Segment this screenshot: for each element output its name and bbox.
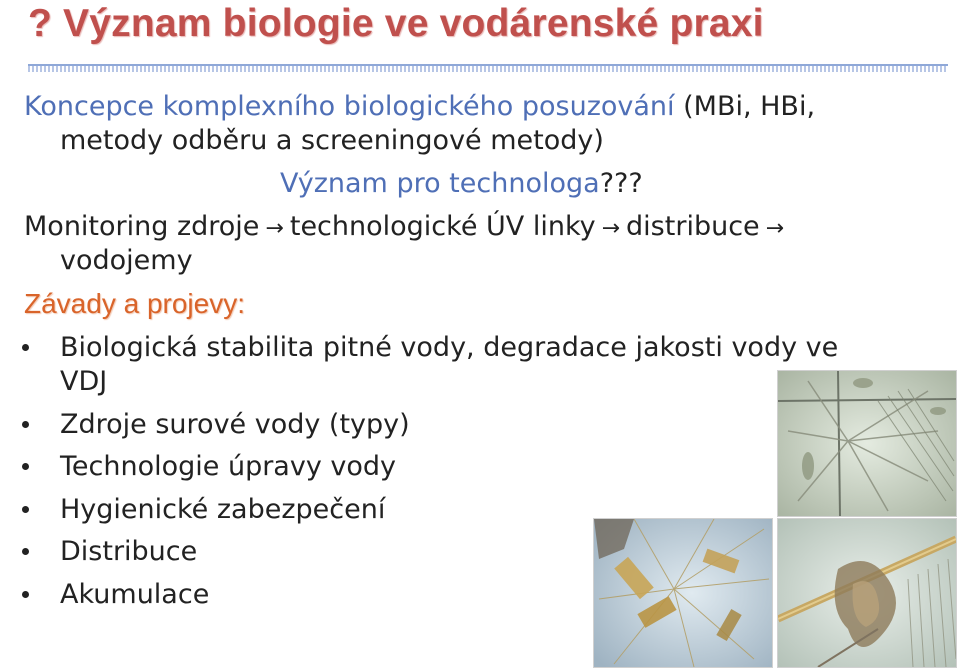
microscope-image-diatoms-top [777,370,957,517]
title-underline [28,64,948,72]
faults-heading: Závady a projevy: [24,288,245,319]
technologist-text: Význam pro technologa [280,168,600,199]
monitoring-reservoirs: vodojemy [60,245,193,276]
monitoring-line [24,210,790,246]
bullet-item-4: Hygienické zabezpečení [60,494,386,525]
bullet-item-5: Distribuce [60,536,198,567]
bullet-item-1-cont: VDJ [60,366,108,397]
bullet-item-6: Akumulace [60,579,210,610]
bullet-icon [22,591,29,598]
intro-concept-text: Koncepce komplexního biologického posuzování [24,91,675,122]
monitoring-source: Monitoring zdroje [24,211,260,242]
arrow-right-icon: → [265,216,284,241]
technologist-suffix: ??? [599,168,643,199]
bullet-item-3: Technologie úpravy vody [60,451,397,482]
bullet-icon [22,548,29,555]
bullet-icon [22,421,29,428]
technologist-line [280,167,643,201]
bullet-item-2: Zdroje surové vody (typy) [60,409,410,440]
microscope-image-diatoms-bottom-left [593,518,773,668]
slide-title: ? Význam biologie ve vodárenské praxi [28,2,764,45]
bullet-icon [22,344,29,351]
bullet-icon [22,463,29,470]
intro-line-2: metody odběru a screeningové metody) [60,125,604,156]
arrow-right-icon: → [601,216,621,241]
arrow-right-icon: → [765,216,785,241]
monitoring-treatment: technologické ÚV linky [289,211,596,242]
microscope-image-diatoms-bottom-right [777,518,957,668]
bullet-icon [22,506,29,513]
intro-line-1 [24,90,815,124]
monitoring-distribution: distribuce [626,211,760,242]
intro-abbrev-text: (MBi, HBi, [674,91,816,122]
bullet-item-1: Biologická stabilita pitné vody, degradace jakosti vody ve [60,332,839,363]
